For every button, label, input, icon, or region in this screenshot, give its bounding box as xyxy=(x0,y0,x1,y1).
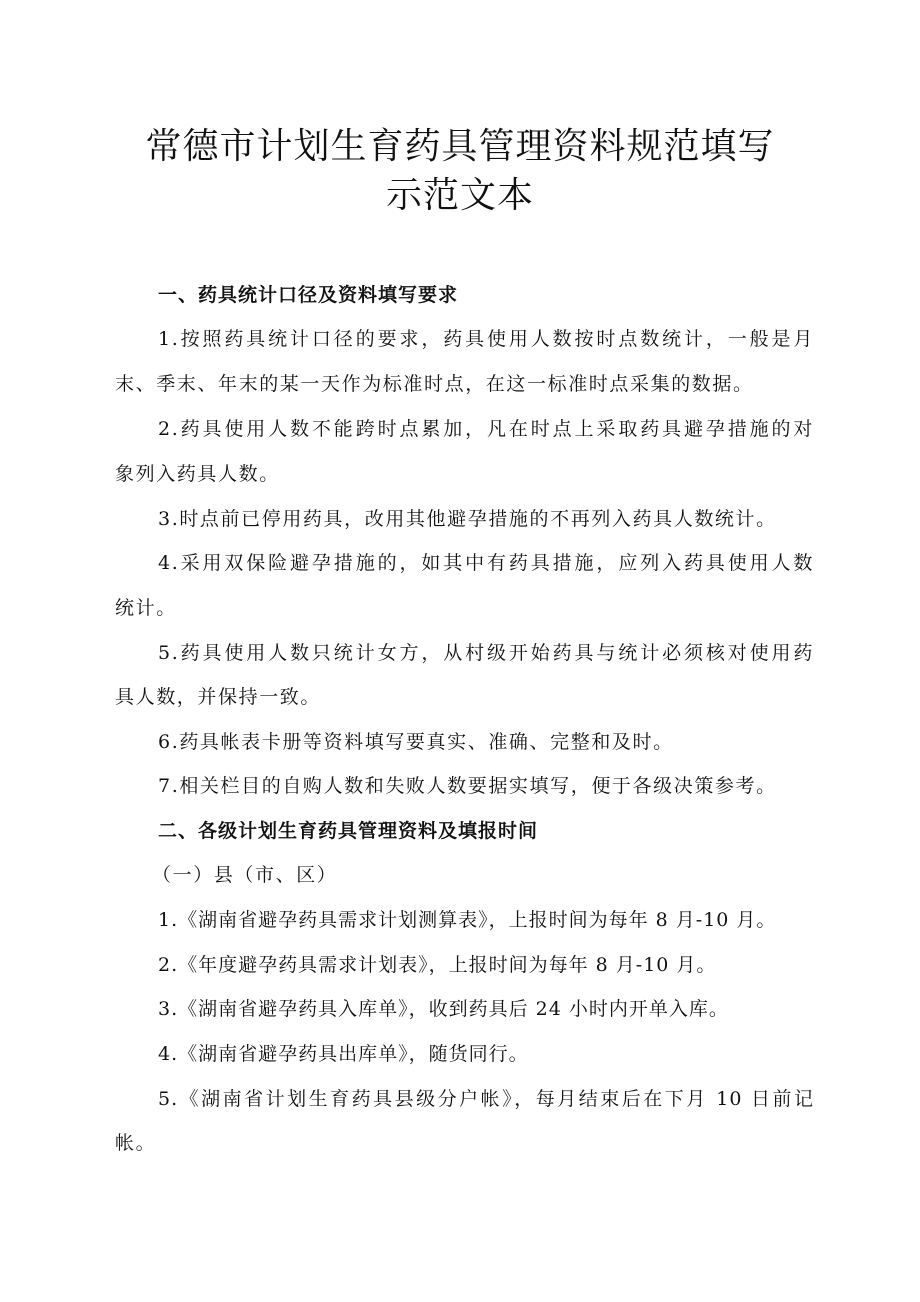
section-2-heading: 二、各级计划生育药具管理资料及填报时间 xyxy=(158,820,539,842)
section-1-item-5-line-1: 5.药具使用人数只统计女方，从村级开始药具与统计必须核对使用药 xyxy=(158,642,814,664)
section-2-item-5-line-2: 帐。 xyxy=(115,1132,157,1154)
section-1-heading: 一、药具统计口径及资料填写要求 xyxy=(158,284,459,306)
section-1-item-1-line-2: 末、季末、年末的某一天作为标准时点，在这一标准时点采集的数据。 xyxy=(115,373,754,395)
section-1-item-4-line-1: 4.采用双保险避孕措施的，如其中有药具措施，应列入药具使用人数 xyxy=(158,552,814,574)
section-1-item-5-line-2: 具人数，并保持一致。 xyxy=(115,686,322,708)
section-1-item-3: 3.时点前已停用药具，改用其他避孕措施的不再列入药具人数统计。 xyxy=(158,508,777,530)
section-1-item-6: 6.药具帐表卡册等资料填写要真实、准确、完整和及时。 xyxy=(158,731,674,753)
section-2-item-2: 2.《年度避孕药具需求计划表》，上报时间为每年 8 月-10 月。 xyxy=(158,954,717,976)
section-2-item-1: 1.《湖南省避孕药具需求计划测算表》，上报时间为每年 8 月-10 月。 xyxy=(158,909,777,931)
section-1-item-7: 7.相关栏目的自购人数和失败人数要据实填写，便于各级决策参考。 xyxy=(158,775,777,797)
document-title-line-2: 示范文本 xyxy=(385,175,534,216)
section-2-item-4: 4.《湖南省避孕药具出库单》，随货同行。 xyxy=(158,1043,529,1065)
document-title-line-1: 常德市计划生育药具管理资料规范填写 xyxy=(145,126,775,167)
section-2-item-3: 3.《湖南省避孕药具入库单》，收到药具后 24 小时内开单入库。 xyxy=(158,998,729,1020)
section-1-item-2-line-1: 2.药具使用人数不能跨时点累加，凡在时点上采取药具避孕措施的对 xyxy=(158,418,814,440)
section-1-item-1-line-1: 1.按照药具统计口径的要求，药具使用人数按时点数统计，一般是月 xyxy=(158,328,814,350)
section-2-sub-heading: （一）县（市、区） xyxy=(152,864,338,886)
section-1-item-2-line-2: 象列入药具人数。 xyxy=(115,463,280,485)
section-2-item-5-line-1: 5.《湖南省计划生育药具县级分户帐》，每月结束后在下月 10 日前记 xyxy=(158,1088,814,1110)
section-1-item-4-line-2: 统计。 xyxy=(115,597,177,619)
